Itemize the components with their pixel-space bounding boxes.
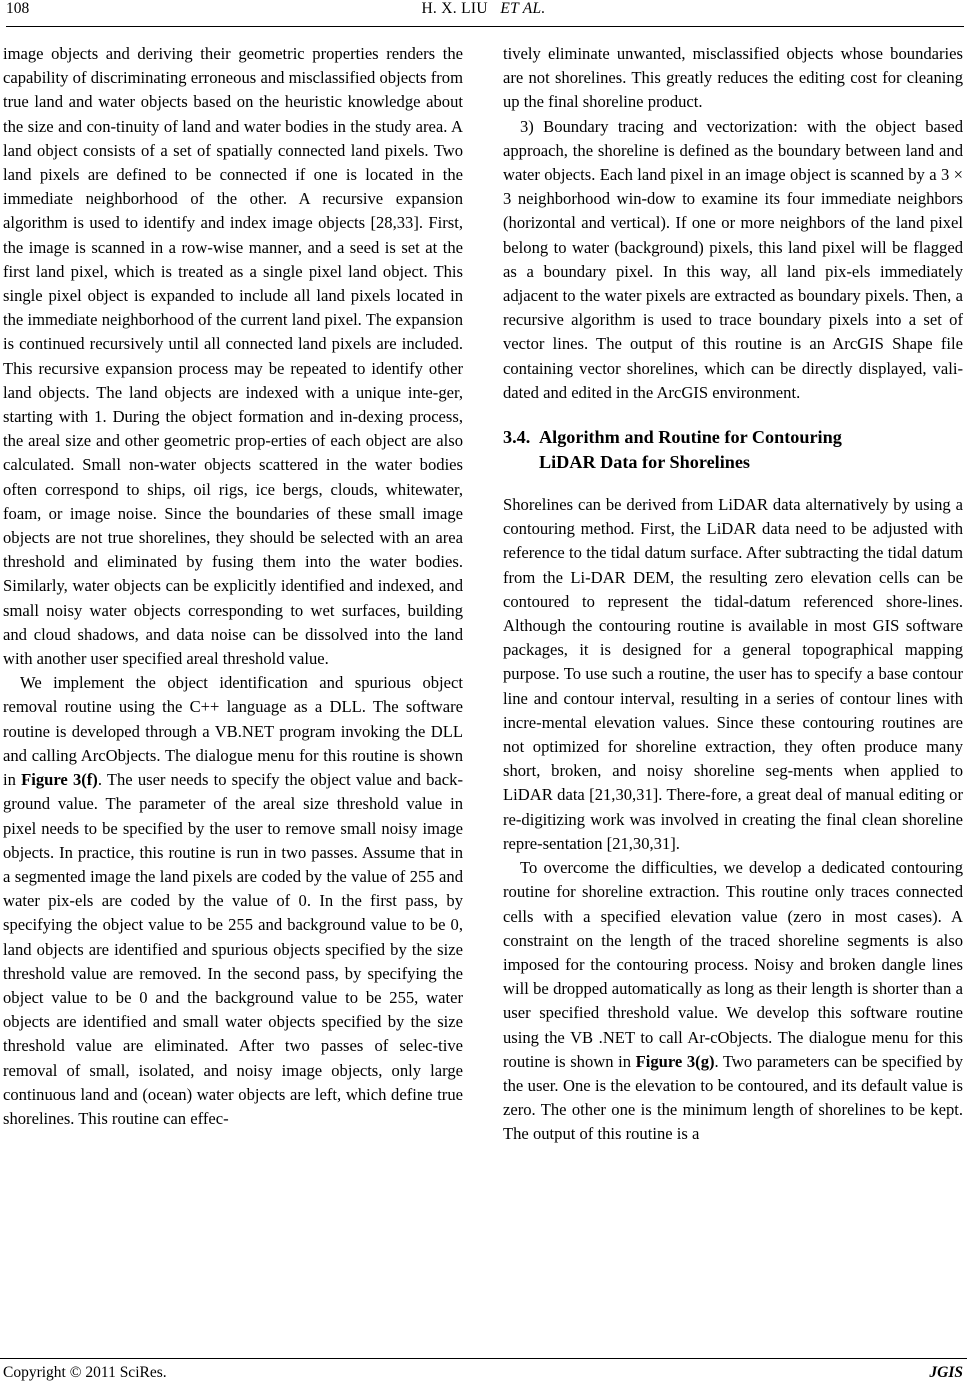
- running-header: [0, 0, 967, 26]
- header-rule: [6, 26, 964, 27]
- paragraph-text: . Two parameters can be specified by the user. One is the elevation to be contoured, and its default value is zero. The other one is the minimum length of shorelines to be kept. The output of this routine is a: [503, 1051, 963, 1144]
- copyright: Copyright © 2011 SciRes.: [3, 1364, 167, 1381]
- footer-rule: [0, 1358, 967, 1359]
- journal-name: JGIS: [929, 1364, 963, 1381]
- section-number: 3.4.: [503, 427, 531, 448]
- paragraph-object-identification: image objects and deriving their geometric properties renders the capability of discriminating erroneous and misclassified objects from true land and water objects based on the heuristic knowledge about the size and con-tinuity of land and water bodies in the study area. A land object consists of a set of spatially connected land pixels. Two land pixels are defined to be connected if one is located in the immediate neighborhood of the other. A recursive expansion algorithm is used to identify and index image objects [28,33]. First, the image is scanned in a row-wise manner, and a seed is set at the first land pixel, which is treated as a single pixel land object. This single pixel object is expanded to include all land pixels located in the immediate neighborhood of the current land pixel. The expansion is continued recursively until all connected land pixels are included. This recursive expansion process may be repeated to identify other land objects. The land objects are indexed with a unique inte-ger, starting with 1. During the object formation and in-dexing process, the areal size and other geometric prop-erties of each object are also calculated. Small non-water objects scattered in the water bodies often correspond to ships, oil rigs, ice bergs, clouds, whitewater, foam, or image noise. Since the boundaries of these small image objects are not true shorelines, they should be selected with an area threshold and eliminated by fusing them into the water bodies. Similarly, water objects can be explicitly identified and indexed, and small noisy water objects corresponding to wet surfaces, building and cloud shadows, and data noise can be dissolved into the land with another user specified areal threshold value.: [3, 44, 463, 669]
- paragraph-continuation: tively eliminate unwanted, misclassified objects whose boundaries are not shorelines. This greatly reduces the editing cost for cleaning up the final shoreline product.: [503, 44, 963, 112]
- section-heading: [503, 425, 963, 475]
- left-column: [3, 42, 463, 1131]
- figure-reference: Figure 3(f): [21, 770, 98, 790]
- paragraph-text: We implement the object identification and spurious object removal routine using the C++ language as a DLL. The software routine is developed through a VB.NET program invoking the DLL and calling ArcObjects. The dialogue menu for this routine is shown in: [3, 673, 463, 790]
- section-title-line1: Algorithm and Routine for Contouring: [539, 427, 842, 448]
- paragraph-contouring: Shorelines can be derived from LiDAR data alternatively by using a contouring method. First, the LiDAR data need to be adjusted with reference to the tidal datum surface. After subtracting the tidal datum from the Li-DAR DEM, the resulting zero elevation cells can be contoured to represent the tidal-datum referenced shore-lines. Although the contouring routine is available in most GIS software packages, it is designed for a general topographical mapping purpose. To use such a routine, the user has to specify a base contour line and contour interval, resulting in a series of contour lines with incre-mental elevation values. Since these contouring routines are not optimized for shoreline extraction, they often produce many short, broken, and noisy shoreline seg-ments when applied to LiDAR data [21,30,31]. There-fore, a great deal of manual editing or re-digitizing work was involved in creating the final clean shoreline repre-sentation [21,30,31].: [503, 495, 963, 853]
- paragraph-boundary-tracing: 3) Boundary tracing and vectorization: with the object based approach, the shoreline is defined as the boundary between land and water objects. Each land pixel in an image object is scanned by a 3 × 3 neighborhood win-dow to examine its four immediate neighbors (horizontal and vertical). If one or more neighbors of the land pixel belong to water (background) pixels, this land pixel will be flagged as a boundary pixel. In this way, all land pix-els immediately adjacent to the water pixels are extracted as boundary pixels. Then, a recursive algorithm is used to trace boundary pixels into a set of vector lines. The output of this routine is an ArcGIS Shape file containing vector shorelines, which can be directly displayed, vali-dated and edited in the ArcGIS environment.: [503, 116, 963, 402]
- figure-reference: Figure 3(g): [635, 1051, 715, 1071]
- paragraph-text: To overcome the difficulties, we develop a dedicated contouring routine for shoreline extraction. This routine only traces connected cells with a specified elevation value (zero in most cases). A constraint on the length of the traced shoreline segments is also imposed for the contouring process. Noisy and broken dangle lines will be dropped automatically as long as their length is shorter than a user specified threshold value. We develop this software routine using the VB .NET to call Ar-cObjects. The dialogue menu for this routine is shown in: [503, 858, 963, 1071]
- paragraph-text: . The user needs to specify the object value and back-ground value. The parameter of the areal size threshold value in pixel needs to be specified by the user to remove small noisy image objects. In practice, this routine is run in two passes. Assume that in a segmented image the land pixels are coded by the value of 255 and water pix-els are coded by the value of 0. In the first pass, by specifying the object value to be 255 and background value to be 0, land objects are identified and spurious objects specified by the size threshold value are removed. In the second pass, by specifying the object value to be 0 and the background value to be 255, water objects are identified and small water objects specified by the size threshold value are eliminated. After two passes of selec-tive removal of small, isolated, and noisy image objects, only large continuous land and (ocean) water objects are left, which define true shorelines. This routine can effec-: [3, 770, 463, 1128]
- page-footer: [0, 1364, 967, 1384]
- running-title: [0, 0, 967, 18]
- et-al: ET AL.: [500, 0, 546, 17]
- right-column: [503, 42, 963, 1147]
- section-title-line2: LiDAR Data for Shorelines: [539, 452, 751, 473]
- authors: H. X. LIU: [421, 0, 488, 17]
- paragraph-dedicated-routine: [503, 856, 963, 1146]
- page-number: 108: [6, 0, 30, 17]
- paragraph-implementation: [3, 671, 463, 1131]
